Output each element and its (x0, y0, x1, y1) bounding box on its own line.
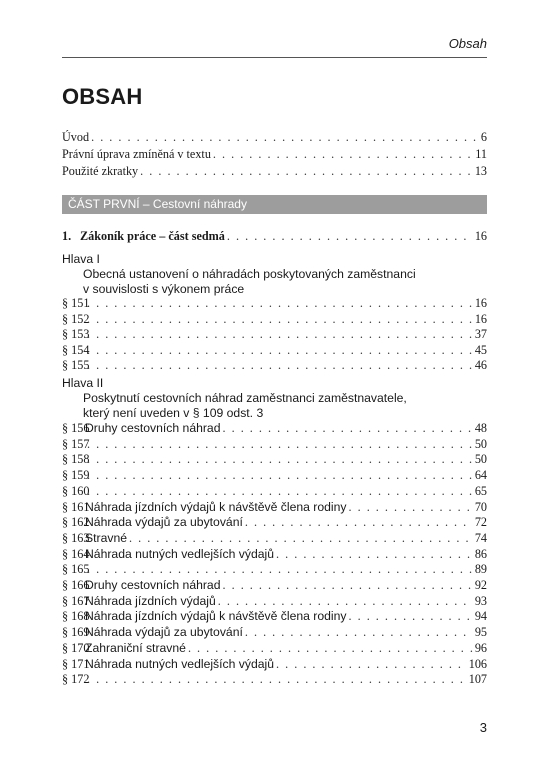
section-title: Náhrada jízdních výdajů (85, 593, 216, 608)
leader-dots (87, 451, 473, 467)
leader-dots (87, 326, 473, 342)
leader-dots (87, 561, 473, 577)
section-number: § 162 (62, 515, 90, 530)
section-title: Náhrada jízdních výdajů k návštěvě člena rodiny (85, 499, 347, 514)
leader-dots (245, 514, 473, 530)
hlava-2-description-line-1: Poskytnutí cestovních náhrad zaměstnanci zaměstnavatele, (83, 391, 407, 405)
section-number: § 157 (62, 436, 90, 451)
section-page: 106 (468, 656, 487, 671)
section-page: 107 (468, 672, 487, 687)
section-page: 72 (474, 515, 487, 530)
leader-dots (87, 467, 473, 483)
section-page: 70 (474, 499, 487, 514)
section-title: Náhrada jízdních výdajů k návštěvě člena rodiny (85, 609, 347, 624)
chapter-number: 1. (62, 229, 72, 243)
section-page: 93 (474, 593, 487, 608)
leader-dots (140, 163, 473, 179)
section-page: 16 (474, 296, 487, 310)
section-number: § 172 (62, 672, 90, 687)
section-number: § 152 (62, 311, 90, 326)
leader-dots (129, 530, 473, 546)
leader-dots (87, 483, 473, 499)
leader-dots (188, 640, 473, 656)
section-title: Druhy cestovních náhrad (85, 421, 221, 435)
header-rule (62, 57, 487, 58)
section-page: 95 (474, 625, 487, 640)
toc-section-row[interactable] (62, 546, 487, 562)
leader-dots (87, 436, 473, 452)
section-number: § 158 (62, 452, 90, 467)
toc-section-row[interactable] (62, 514, 487, 530)
toc-section-row[interactable] (62, 593, 487, 609)
section-number: § 151 (62, 296, 90, 310)
section-page: 16 (474, 311, 487, 326)
section-number: § 160 (62, 483, 90, 498)
hlava-1-description-line-2: v souvislosti s výkonem práce (83, 282, 245, 296)
toc-section-row[interactable] (62, 561, 487, 577)
section-title: Stravné (85, 530, 128, 545)
toc-section-row[interactable] (62, 467, 487, 483)
toc-entry-page: 13 (474, 164, 487, 178)
section-title: Náhrada výdajů za ubytování (85, 625, 243, 640)
leader-dots (213, 146, 473, 162)
leader-dots (227, 228, 473, 244)
section-number: § 161 (62, 499, 90, 514)
section-number: § 163 (62, 530, 90, 545)
section-number: § 153 (62, 327, 90, 342)
part-heading-bar: ČÁST PRVNÍ – Cestovní náhrady (62, 195, 487, 214)
section-page: 92 (474, 578, 487, 592)
hlava-1-label: Hlava I (62, 252, 100, 266)
hlava-1-description-line-1: Obecná ustanovení o náhradách poskytovaných zaměstnanci (83, 267, 416, 281)
section-page: 89 (474, 562, 487, 577)
section-number: § 154 (62, 342, 90, 357)
toc-section-row[interactable] (62, 499, 487, 515)
toc-section-row[interactable] (62, 451, 487, 467)
toc-entry-uvod[interactable] (62, 129, 487, 145)
leader-dots (218, 593, 473, 609)
section-page: 74 (474, 530, 487, 545)
toc-entry-title: Úvod (62, 130, 90, 144)
toc-section-row[interactable] (62, 357, 487, 373)
toc-chapter-1[interactable] (62, 228, 487, 244)
page-title: OBSAH (62, 84, 143, 109)
toc-section-row[interactable] (62, 671, 487, 687)
leader-dots (223, 577, 473, 593)
chapter-title: Zákoník práce – část sedmá (80, 229, 225, 243)
leader-dots (87, 295, 473, 311)
section-number: § 169 (62, 625, 90, 640)
section-page: 48 (474, 421, 487, 435)
section-number: § 168 (62, 609, 90, 624)
toc-entry-page: 11 (475, 147, 487, 161)
leader-dots (245, 624, 473, 640)
section-page: 96 (474, 640, 487, 655)
section-number: § 155 (62, 358, 90, 373)
section-title: Druhy cestovních náhrad (85, 578, 221, 592)
toc-section-row[interactable] (62, 608, 487, 624)
leader-dots (223, 420, 473, 436)
leader-dots (87, 342, 473, 358)
chapter-page: 16 (474, 229, 487, 243)
leader-dots (87, 357, 473, 373)
leader-dots (276, 546, 473, 562)
leader-dots (276, 656, 467, 672)
toc-section-row[interactable] (62, 640, 487, 656)
leader-dots (87, 311, 473, 327)
section-number: § 166 (62, 578, 90, 592)
page-number: 3 (479, 720, 487, 735)
section-title: Náhrada nutných vedlejších výdajů (85, 546, 275, 561)
section-page: 37 (474, 327, 487, 342)
section-page: 45 (474, 342, 487, 357)
toc-entry-title: Právní úprava zmíněná v textu (62, 147, 211, 161)
section-title: Zahraniční stravné (85, 640, 186, 655)
toc-section-row[interactable] (62, 420, 487, 436)
section-page: 94 (474, 609, 487, 624)
section-number: § 171 (62, 656, 90, 671)
toc-section-row[interactable] (62, 311, 487, 327)
toc-section-row[interactable] (62, 295, 487, 311)
toc-entry-pravni-uprava[interactable] (62, 146, 487, 162)
leader-dots (349, 608, 473, 624)
section-number: § 167 (62, 593, 90, 608)
hlava-2-description-line-2: který není uveden v § 109 odst. 3 (83, 406, 264, 420)
section-page: 46 (474, 358, 487, 373)
toc-entry-title: Použité zkratky (62, 164, 139, 178)
section-page: 65 (474, 483, 487, 498)
section-number: § 156 (62, 421, 90, 435)
section-title: Náhrada nutných vedlejších výdajů (85, 656, 275, 671)
section-page: 50 (474, 436, 487, 451)
running-header: Obsah (448, 36, 487, 51)
leader-dots (91, 129, 479, 145)
toc-section-row[interactable] (62, 342, 487, 358)
toc-section-row[interactable] (62, 530, 487, 546)
section-number: § 159 (62, 468, 90, 483)
leader-dots (87, 671, 467, 687)
toc-section-row[interactable] (62, 326, 487, 342)
section-number: § 165 (62, 562, 90, 577)
toc-section-row[interactable] (62, 577, 487, 593)
section-number: § 170 (62, 640, 90, 655)
toc-section-row[interactable] (62, 656, 487, 672)
section-page: 50 (474, 452, 487, 467)
section-page: 64 (474, 468, 487, 483)
toc-section-row[interactable] (62, 436, 487, 452)
toc-section-row[interactable] (62, 483, 487, 499)
section-title: Náhrada výdajů za ubytování (85, 515, 243, 530)
leader-dots (349, 499, 473, 515)
toc-section-row[interactable] (62, 624, 487, 640)
section-page: 86 (474, 546, 487, 561)
section-number: § 164 (62, 546, 90, 561)
toc-entry-page: 6 (480, 130, 487, 144)
hlava-2-label: Hlava II (62, 376, 104, 390)
toc-entry-zkratky[interactable] (62, 163, 487, 179)
